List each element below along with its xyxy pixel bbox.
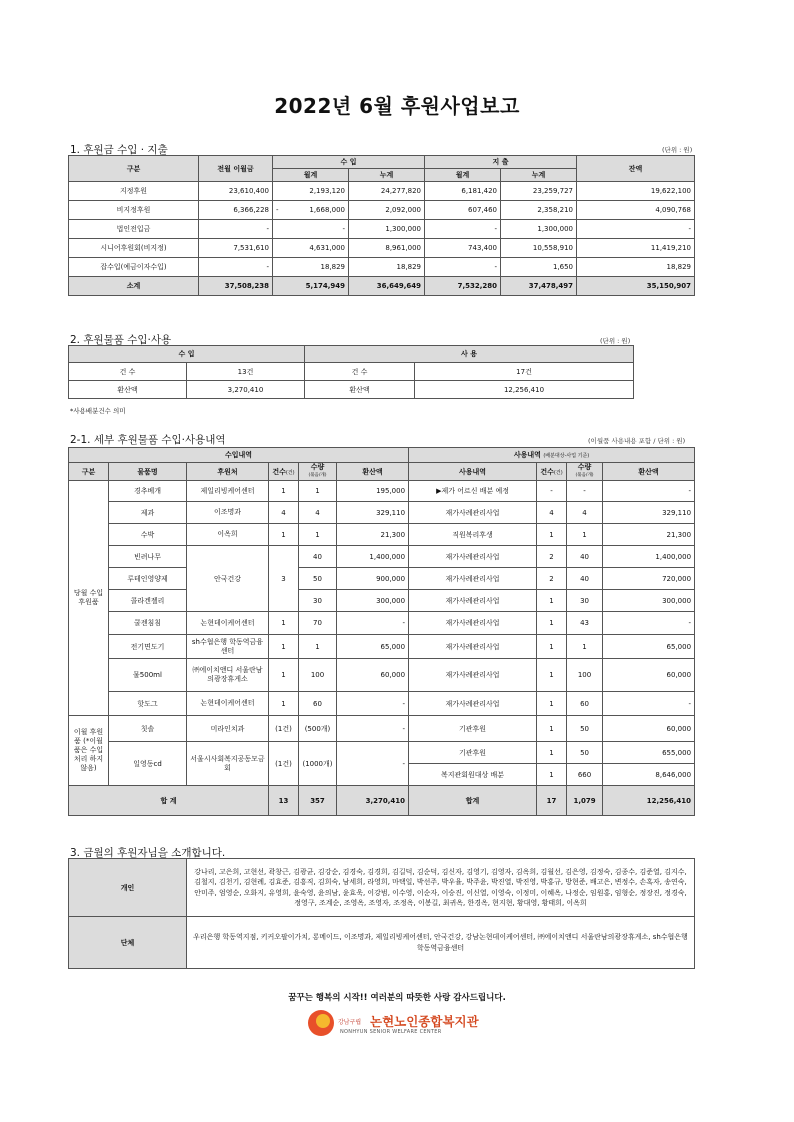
section21-unit: (이월품 사용내용 포함 / 단위 : 원) <box>588 437 686 445</box>
cell-use: 직원복리후생 <box>409 524 537 546</box>
cell-qty: 60 <box>299 692 337 716</box>
cell-uamt: 1,400,000 <box>603 546 695 568</box>
cell-use: 재가사례관리사업 <box>409 546 537 568</box>
detail-total-ucnt: 17 <box>537 786 567 816</box>
cell-cnt: 1 <box>269 692 299 716</box>
detail-row <box>69 524 695 546</box>
detail-total-uamt: 12,256,410 <box>603 786 695 816</box>
cell-donor: 안국건강 <box>187 546 269 612</box>
section1-heading: 1. 후원금 수입 · 지출 <box>70 144 168 156</box>
h-category: 구분 <box>69 156 199 182</box>
cell-inc_m: 4,631,000 <box>273 239 349 258</box>
h-qty <box>299 463 337 481</box>
cell-use: 재가사례관리사업 <box>409 659 537 692</box>
cell-uqty: 4 <box>567 502 603 524</box>
cell-exp_m: - <box>425 220 501 239</box>
cell-qty: (1000개) <box>299 742 337 786</box>
detail-row <box>69 568 695 590</box>
cell-inc_c: 24,277,820 <box>349 182 425 201</box>
cell-bal: 18,829 <box>577 258 695 277</box>
total-inc-m: 5,174,949 <box>273 277 349 296</box>
cell-value: 1,668,000 <box>309 206 345 214</box>
total-label: 소계 <box>69 277 199 296</box>
in-amount: 3,270,410 <box>187 381 305 399</box>
cell-bal: - <box>577 220 695 239</box>
cell-item: 쿨젠침침 <box>109 612 187 635</box>
cell-ucnt: 1 <box>537 692 567 716</box>
cell-use: 재가사례관리사업 <box>409 568 537 590</box>
cell-bal: 11,419,210 <box>577 239 695 258</box>
h-use: 사용내역 <box>409 463 537 481</box>
cell-ucnt: 4 <box>537 502 567 524</box>
cell-cnt: 1 <box>269 524 299 546</box>
cell-uqty: 1 <box>567 524 603 546</box>
cell-ucnt: 1 <box>537 590 567 612</box>
cell-carry: 6,366,228 <box>199 201 273 220</box>
cell-name: 법인전입금 <box>69 220 199 239</box>
cell-use: 재가사례관리사업 <box>409 612 537 635</box>
h-usage-detail <box>409 448 695 463</box>
h-count-label: 건수 <box>272 467 286 476</box>
cell-item: 빈려나무 <box>109 546 187 568</box>
cell-uqty: 50 <box>567 716 603 742</box>
cell-use: 재가사례관리사업 <box>409 635 537 659</box>
cell-uamt: - <box>603 612 695 635</box>
cell-item: 수박 <box>109 524 187 546</box>
cell-name: 시니어후원회(비지정) <box>69 239 199 258</box>
cell-uamt: 21,300 <box>603 524 695 546</box>
page-title: 2022년 6월 후원사업보고 <box>274 94 520 118</box>
total-carry: 37,508,238 <box>199 277 273 296</box>
cell-donor: ㈜에이치앤디 서울란남의광장휴게소 <box>187 659 269 692</box>
cell-amt: - <box>337 716 409 742</box>
sum-usage-header: 사 용 <box>305 346 634 363</box>
dash-mark: - <box>276 206 279 214</box>
cell-qty: 70 <box>299 612 337 635</box>
cell-donor: 제일리빙케어센터 <box>187 481 269 502</box>
usage-note: *사용배분건수 의미 <box>70 407 126 415</box>
section2-unit: (단위 : 원) <box>600 337 631 345</box>
cell-name: 비지정후원 <box>69 201 199 220</box>
in-count-label: 건 수 <box>69 363 187 381</box>
cell-uamt: 720,000 <box>603 568 695 590</box>
out-count-label: 건 수 <box>305 363 415 381</box>
cell-amt: 21,300 <box>337 524 409 546</box>
cell-uqty: 43 <box>567 612 603 635</box>
group-donors: 우리은행 학동역지점, 키커오팔이가치, 롱메이드, 이조명과, 제일리빙케어센터, 안국건강, 강남논현데이케어센터, ㈜에이치앤디 서울란남의광장휴게소, sh수협은행 학동역금융센터 <box>187 917 695 969</box>
cell-qty: 4 <box>299 502 337 524</box>
logo-main: 논현노인종합복지관 <box>370 1014 479 1029</box>
cell-uamt: 65,000 <box>603 635 695 659</box>
cell-exp_m: 6,181,420 <box>425 182 501 201</box>
cell-exp_m: - <box>425 258 501 277</box>
cell-donor: 논현데이케어센터 <box>187 612 269 635</box>
cell-uqty: 30 <box>567 590 603 612</box>
cell-donor: 서울시사회복지공동모금회 <box>187 742 269 786</box>
cell-cnt: 4 <box>269 502 299 524</box>
cell-use: 재가사례관리사업 <box>409 692 537 716</box>
cell-cnt: 1 <box>269 612 299 635</box>
donation-row <box>69 220 695 239</box>
cell-ucnt: 1 <box>537 742 567 764</box>
cell-cnt: 1 <box>269 635 299 659</box>
cell-amt: 195,000 <box>337 481 409 502</box>
cell-amt: - <box>337 742 409 786</box>
h-item: 물품명 <box>109 463 187 481</box>
h-carry: 전월 이월금 <box>199 156 273 182</box>
total-exp-c: 37,478,497 <box>501 277 577 296</box>
detail-row <box>69 635 695 659</box>
cell-qty: 40 <box>299 546 337 568</box>
h-usage-sub: (배분대상-사업 기준) <box>543 453 590 459</box>
cell-donor: 미라인치과 <box>187 716 269 742</box>
cell-cnt: 1 <box>269 481 299 502</box>
cell-uqty: 40 <box>567 546 603 568</box>
h-exp-monthly: 월계 <box>425 169 501 182</box>
cell-uqty: 660 <box>567 764 603 786</box>
cell-item: 경추베개 <box>109 481 187 502</box>
cell-ucnt: 2 <box>537 546 567 568</box>
cell-use: 기관후원 <box>409 742 537 764</box>
cell-inc_c: 18,829 <box>349 258 425 277</box>
h-donor: 후원처 <box>187 463 269 481</box>
cell-ucnt: 1 <box>537 524 567 546</box>
cell-uqty: 1 <box>567 635 603 659</box>
h-count <box>269 463 299 481</box>
cell-item: 물500ml <box>109 659 187 692</box>
section2-heading: 2. 후원물품 수입·사용 <box>70 334 172 346</box>
cell-cnt: 1 <box>269 659 299 692</box>
cell-uamt: 655,000 <box>603 742 695 764</box>
section1-unit: (단위 : 원) <box>662 146 693 154</box>
cell-inc_c: 1,300,000 <box>349 220 425 239</box>
h-qty-label: 수량 <box>310 463 325 471</box>
carry-row <box>69 742 695 764</box>
cell-amt: - <box>337 692 409 716</box>
cell-uamt: 300,000 <box>603 590 695 612</box>
cell-amt: 300,000 <box>337 590 409 612</box>
detail-total-label: 합 계 <box>69 786 269 816</box>
h-uqty <box>567 463 603 481</box>
cell-qty: 50 <box>299 568 337 590</box>
cell-cnt: (1건) <box>269 742 299 786</box>
cell-ucnt: 1 <box>537 659 567 692</box>
section3-heading: 3. 금월의 후원자님을 소개합니다. <box>70 847 226 859</box>
cell-ucnt: 1 <box>537 635 567 659</box>
goods-summary-table <box>68 345 634 399</box>
h-expense: 지 출 <box>425 156 577 169</box>
logo-en: NONHYUN SENIOR WELFARE CENTER <box>340 1029 442 1035</box>
cell-ucnt: 1 <box>537 612 567 635</box>
h-count-unit: (건) <box>285 469 295 476</box>
cell-uqty: 40 <box>567 568 603 590</box>
detail-row <box>69 502 695 524</box>
cell-amt: 329,110 <box>337 502 409 524</box>
cell-item: 일영동cd <box>109 742 187 786</box>
cell-inc_m: 18,829 <box>273 258 349 277</box>
cell-item: 핫도그 <box>109 692 187 716</box>
h-income: 수 입 <box>273 156 425 169</box>
cell-ucnt: 1 <box>537 716 567 742</box>
h-cat: 구분 <box>69 463 109 481</box>
h-uqty-unit: (묶음/개) <box>575 473 594 478</box>
cell-donor: 이조명과 <box>187 502 269 524</box>
logo-emblem-inner-icon <box>316 1014 330 1028</box>
goods-detail-table <box>68 447 695 816</box>
thanks-message: 꿈꾸는 행복의 시작!! 여러분의 따뜻한 사랑 감사드립니다. <box>288 993 506 1003</box>
detail-row <box>69 481 695 502</box>
total-row <box>69 277 695 296</box>
cell-use: 재가사례관리사업 <box>409 502 537 524</box>
cell-qty: 100 <box>299 659 337 692</box>
sum-income-header: 수 입 <box>69 346 305 363</box>
donation-row <box>69 258 695 277</box>
group-label: 단체 <box>69 917 187 969</box>
group-label-carry: 이월 후원품 (*이월품은 수입처리 하지 않음) <box>69 716 109 786</box>
cell-uamt: 329,110 <box>603 502 695 524</box>
cell-exp_m: 607,460 <box>425 201 501 220</box>
donors-table <box>68 858 695 969</box>
in-amount-label: 환산액 <box>69 381 187 399</box>
cell-donor: 논현데이케어센터 <box>187 692 269 716</box>
cell-exp_c: 10,558,910 <box>501 239 577 258</box>
h-ucount-label: 건수 <box>540 467 554 476</box>
cell-uqty: 100 <box>567 659 603 692</box>
cell-exp_c: 23,259,727 <box>501 182 577 201</box>
cell-donor: 이옥희 <box>187 524 269 546</box>
detail-total-row <box>69 786 695 816</box>
donation-row <box>69 239 695 258</box>
cell-uamt: 60,000 <box>603 659 695 692</box>
cell-uqty: - <box>567 481 603 502</box>
cell-amt: 1,400,000 <box>337 546 409 568</box>
donation-table <box>68 155 695 296</box>
h-usage-detail-label: 사용내역 <box>513 451 541 459</box>
cell-uamt: 60,000 <box>603 716 695 742</box>
h-amount: 환산액 <box>337 463 409 481</box>
cell-uamt: - <box>603 481 695 502</box>
cell-qty: (500개) <box>299 716 337 742</box>
detail-total-amt: 3,270,410 <box>337 786 409 816</box>
cell-use: 재가사례관리사업 <box>409 590 537 612</box>
section21-heading: 2-1. 세부 후원물품 수입·사용내역 <box>70 434 226 446</box>
cell-use: ▶제가 어르신 배분 예정 <box>409 481 537 502</box>
detail-total-qty: 357 <box>299 786 337 816</box>
h-income-detail: 수입내역 <box>69 448 409 463</box>
h-qty-unit: (묶음/개) <box>308 473 327 478</box>
cell-bal: 4,090,768 <box>577 201 695 220</box>
total-bal: 35,150,907 <box>577 277 695 296</box>
detail-row <box>69 659 695 692</box>
group-label-current: 당월 수입 후원품 <box>69 481 109 716</box>
cell-name: 지정후원 <box>69 182 199 201</box>
detail-total-uqty: 1,079 <box>567 786 603 816</box>
cell-ucnt: 2 <box>537 568 567 590</box>
h-balance: 잔액 <box>577 156 695 182</box>
cell-carry: - <box>199 258 273 277</box>
carry-row <box>69 716 695 742</box>
cell-uqty: 60 <box>567 692 603 716</box>
cell-exp_m: 743,400 <box>425 239 501 258</box>
cell-uamt: - <box>603 692 695 716</box>
detail-row <box>69 692 695 716</box>
cell-bal: 19,622,100 <box>577 182 695 201</box>
cell-qty: 30 <box>299 590 337 612</box>
h-uqty-label: 수량 <box>577 463 592 471</box>
detail-total-ulabel: 합계 <box>409 786 537 816</box>
cell-exp_c: 1,650 <box>501 258 577 277</box>
cell-name: 잡수입(예금이자수입) <box>69 258 199 277</box>
cell-exp_c: 2,358,210 <box>501 201 577 220</box>
cell-donor: sh수협은행 학동역금융센터 <box>187 635 269 659</box>
cell-use: 복지관회원대상 배분 <box>409 764 537 786</box>
cell-ucnt: 1 <box>537 764 567 786</box>
cell-exp_c: 1,300,000 <box>501 220 577 239</box>
cell-amt: - <box>337 612 409 635</box>
h-ucount <box>537 463 567 481</box>
h-uamount: 환산액 <box>603 463 695 481</box>
cell-qty: 1 <box>299 524 337 546</box>
h-inc-cum: 누계 <box>349 169 425 182</box>
cell-inc_c: 2,092,000 <box>349 201 425 220</box>
cell-cnt: (1건) <box>269 716 299 742</box>
cell-use: 기관후원 <box>409 716 537 742</box>
donation-row <box>69 182 695 201</box>
cell-inc_m: 2,193,120 <box>273 182 349 201</box>
h-ucount-unit: (건) <box>553 469 563 476</box>
detail-row <box>69 546 695 568</box>
individual-donors: 강나리, 고은희, 고현선, 곽창근, 김광균, 김강순, 김경숙, 김경희, 김길덕, 김순덕, 김신자, 김영기, 김영자, 김옥희, 김월선, 김은영, 김정숙, 김종수, 김준열, 김지수, 김철지, 김천기, 김현례, 김효준, 김흥직, 김희숙, 남세희, 라영희, 마택일, 박선주, 박우율, 박주윤, 박진열, 박진영, 박홍규, 방현준, 배고은, 변정수, 손혹자, 송연숙, 안미주, 엄영순, 오화지, 유영희, 윤숙영, 윤의남, 윤효욱, 이강범, 이수영, 이순자, 이승진, 이신열, 이영숙, 이정미, 이혜옥, 나정순, 임원홍, 임형순, 정장진, 정경숙, 정영구, 조계순, 조영옥, 조영자, 조정옥, 이봉길, 최귀옥, 한경옥, 현지현, 황대영, 황태희, 이옥희 <box>187 859 695 917</box>
cell-item: 콜라겐젤리 <box>109 590 187 612</box>
cell-carry: - <box>199 220 273 239</box>
cell-item: 제과 <box>109 502 187 524</box>
cell-amt: 900,000 <box>337 568 409 590</box>
center-logo <box>308 1010 488 1040</box>
detail-row <box>69 590 695 612</box>
cell-carry: 23,610,400 <box>199 182 273 201</box>
total-inc-c: 36,649,649 <box>349 277 425 296</box>
cell-qty: 1 <box>299 481 337 502</box>
out-amount-label: 환산액 <box>305 381 415 399</box>
cell-inc_c: 8,961,000 <box>349 239 425 258</box>
cell-uqty: 50 <box>567 742 603 764</box>
total-exp-m: 7,532,280 <box>425 277 501 296</box>
cell-inc_m: - <box>273 220 349 239</box>
cell-amt: 65,000 <box>337 635 409 659</box>
cell-ucnt: - <box>537 481 567 502</box>
detail-total-cnt: 13 <box>269 786 299 816</box>
individual-label: 개인 <box>69 859 187 917</box>
cell-qty: 1 <box>299 635 337 659</box>
detail-row <box>69 612 695 635</box>
cell-uamt: 8,646,000 <box>603 764 695 786</box>
donation-row <box>69 201 695 220</box>
logo-sub: 강남구립 <box>338 1019 362 1026</box>
out-amount: 12,256,410 <box>415 381 634 399</box>
h-exp-cum: 누계 <box>501 169 577 182</box>
cell-item: 루테인영양제 <box>109 568 187 590</box>
out-count: 17건 <box>415 363 634 381</box>
cell-inc_m <box>273 201 349 220</box>
cell-item: 전기면도기 <box>109 635 187 659</box>
cell-item: 칫솔 <box>109 716 187 742</box>
in-count: 13건 <box>187 363 305 381</box>
cell-cnt: 3 <box>269 546 299 612</box>
h-inc-monthly: 월계 <box>273 169 349 182</box>
cell-carry: 7,531,610 <box>199 239 273 258</box>
cell-amt: 60,000 <box>337 659 409 692</box>
